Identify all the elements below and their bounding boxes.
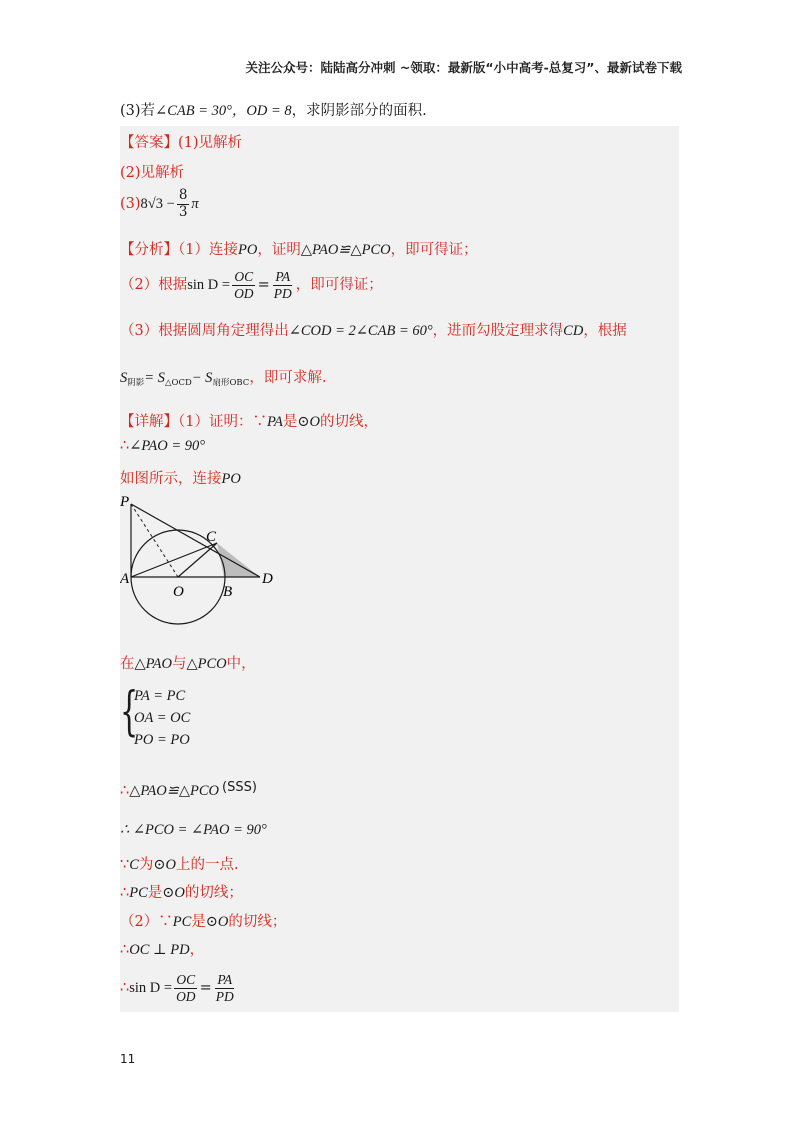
analysis-text: （2）根据 bbox=[120, 277, 188, 294]
analysis-line-3 bbox=[120, 319, 627, 340]
detail-math: C bbox=[129, 857, 139, 873]
analysis-line-4 bbox=[120, 366, 326, 388]
detail-fraction-2 bbox=[214, 972, 236, 1004]
detail-line-1 bbox=[120, 410, 378, 431]
analysis-text: ，即可得证； bbox=[390, 242, 478, 258]
detail-line-11 bbox=[120, 972, 238, 1004]
analysis-text: ，进而勾股定理求得 bbox=[432, 323, 564, 339]
analysis-text: （1）连接 bbox=[178, 242, 238, 258]
detail-fraction-1 bbox=[174, 972, 198, 1004]
point-label-o: O bbox=[173, 584, 184, 600]
detail-math: ⊙O bbox=[153, 857, 177, 873]
detail-text: 的切线， bbox=[319, 414, 378, 430]
fraction-numerator: PA bbox=[275, 269, 291, 284]
detail-text: 的切线； bbox=[228, 914, 287, 930]
detail-math: ⊙O bbox=[297, 414, 320, 430]
therefore-symbol: ∴ bbox=[120, 783, 130, 799]
detail-line-9 bbox=[120, 910, 286, 931]
answer-part1: (1)见解析 bbox=[178, 135, 243, 151]
detail-math: ∴ ∠PCO = ∠PAO = 90° bbox=[120, 822, 267, 838]
detail-label: 【详解】 bbox=[120, 414, 178, 430]
analysis-text: ，证明 bbox=[257, 242, 301, 258]
point-label-p: P bbox=[120, 494, 130, 510]
detail-text: 为 bbox=[138, 857, 154, 873]
question-prefix: (3)若 bbox=[120, 103, 156, 119]
analysis-math: CD bbox=[563, 323, 584, 339]
answer-part3-fraction bbox=[177, 188, 190, 220]
analysis-subscript: △OCD bbox=[164, 378, 192, 388]
answer-line-2 bbox=[120, 161, 184, 182]
analysis-text: ，根据 bbox=[583, 323, 627, 339]
detail-math: PA bbox=[266, 414, 283, 430]
segment-po-dashed bbox=[131, 504, 178, 577]
detail-text: 是 bbox=[147, 885, 163, 901]
detail-text: 在 bbox=[120, 656, 135, 672]
point-label-d: D bbox=[262, 571, 273, 587]
fraction-numerator: OC bbox=[176, 972, 196, 987]
analysis-math: sin D = bbox=[187, 277, 231, 294]
question-suffix: ，求阴影部分的面积. bbox=[291, 103, 427, 119]
question-math: ∠CAB = 30°，OD = 8 bbox=[155, 103, 292, 119]
detail-text: （2）∵ bbox=[120, 914, 173, 930]
point-label-c: C bbox=[206, 529, 217, 545]
detail-line-3 bbox=[120, 467, 241, 488]
detail-math: PC bbox=[129, 885, 148, 901]
system-row: OA = OC bbox=[134, 710, 191, 726]
because-symbol: ∵ bbox=[120, 857, 130, 873]
detail-text: 中， bbox=[226, 656, 256, 672]
point-label-a: A bbox=[120, 571, 130, 587]
system-row: PO = PO bbox=[134, 732, 190, 748]
analysis-text: ，即可求解. bbox=[249, 370, 327, 386]
analysis-math: = bbox=[257, 277, 270, 294]
detail-math: PO bbox=[221, 471, 241, 487]
answer-line-3 bbox=[120, 188, 199, 220]
analysis-math: − S bbox=[191, 370, 213, 386]
detail-math: OC ⊥ PD bbox=[129, 942, 190, 958]
segment-pd bbox=[131, 504, 260, 577]
detail-text: 与 bbox=[171, 656, 187, 672]
segment-ac bbox=[131, 543, 217, 577]
analysis-line-2 bbox=[120, 269, 383, 301]
fraction-denominator: PD bbox=[215, 988, 234, 1004]
detail-text: ， bbox=[189, 942, 205, 958]
detail-math: △PAO≌△PCO bbox=[129, 783, 220, 799]
fraction-denominator: OD bbox=[234, 285, 254, 301]
therefore-symbol: ∴ bbox=[120, 980, 130, 997]
analysis-text: （3）根据圆周角定理得出 bbox=[120, 323, 289, 339]
detail-math: PC bbox=[172, 914, 192, 930]
fraction-numerator: PA bbox=[217, 972, 233, 987]
analysis-text: ，即可得证； bbox=[295, 277, 383, 294]
detail-line-2 bbox=[120, 438, 205, 455]
detail-math: △PCO bbox=[186, 656, 227, 672]
detail-math: △PAO bbox=[134, 656, 172, 672]
detail-text: 是 bbox=[282, 414, 298, 430]
detail-line-5 bbox=[120, 780, 257, 800]
detail-math: ⊙O bbox=[205, 914, 229, 930]
detail-text: 上的一点. bbox=[176, 857, 239, 873]
therefore-symbol: ∴ bbox=[120, 885, 130, 901]
analysis-line-1 bbox=[120, 238, 478, 259]
congruence-reason: (SSS) bbox=[222, 780, 257, 795]
analysis-fraction-2 bbox=[272, 269, 294, 301]
detail-line-6 bbox=[120, 822, 267, 839]
segment-oc bbox=[178, 543, 217, 577]
answer-part3-prefix: (3) bbox=[120, 196, 141, 213]
answer-part3-a: 8√3 − bbox=[140, 196, 175, 213]
detail-line-7 bbox=[120, 853, 239, 874]
fraction-denominator: OD bbox=[176, 988, 196, 1004]
analysis-math: PO bbox=[237, 242, 258, 258]
fraction-denominator: PD bbox=[273, 285, 292, 301]
answer-label: 【答案】 bbox=[120, 135, 178, 151]
shaded-region bbox=[217, 543, 260, 577]
fraction-numerator: OC bbox=[234, 269, 254, 284]
detail-math: ⊙O bbox=[162, 885, 185, 901]
detail-math: ∠PAO = 90° bbox=[129, 438, 206, 454]
detail-text: 是 bbox=[191, 914, 206, 930]
brace-symbol: { bbox=[120, 682, 139, 742]
analysis-math: △PAO≌△PCO bbox=[300, 242, 391, 258]
system-row: PA = PC bbox=[134, 688, 186, 704]
answer-block bbox=[120, 126, 679, 1012]
question-part3 bbox=[120, 99, 427, 120]
detail-text: 如图所示，连接 bbox=[120, 471, 222, 487]
therefore-symbol: ∴ bbox=[120, 942, 130, 958]
fraction-denominator: 3 bbox=[178, 203, 188, 220]
header-note: 关注公众号：陆陆高分冲刺 ~领取：最新版“小中高考-总复习”、最新试卷下载 bbox=[245, 60, 682, 75]
analysis-fraction-1 bbox=[232, 269, 256, 301]
answer-line-1 bbox=[120, 131, 242, 152]
answer-part2: (2)见解析 bbox=[120, 165, 185, 181]
analysis-label: 【分析】 bbox=[120, 242, 178, 258]
geometry-figure bbox=[120, 492, 290, 642]
detail-line-8 bbox=[120, 881, 243, 902]
page-number: 11 bbox=[120, 1052, 136, 1066]
detail-line-10 bbox=[120, 938, 204, 959]
detail-text: 的切线； bbox=[184, 885, 243, 901]
analysis-math: = S bbox=[144, 370, 165, 386]
fraction-numerator: 8 bbox=[178, 187, 188, 203]
answer-part3-pi: π bbox=[191, 196, 199, 213]
detail-line-4 bbox=[120, 652, 256, 673]
analysis-subscript: 扇形OBC bbox=[212, 378, 250, 388]
analysis-math: ∠COD = 2∠CAB = 60° bbox=[288, 323, 433, 339]
point-label-b: B bbox=[223, 584, 233, 600]
analysis-math: S bbox=[120, 370, 128, 386]
analysis-subscript: 阴影 bbox=[127, 378, 145, 388]
detail-math: = bbox=[199, 980, 212, 997]
detail-text: （1）证明：∵ bbox=[178, 414, 267, 430]
detail-math: sin D = bbox=[129, 980, 173, 997]
therefore-symbol: ∴ bbox=[120, 438, 130, 454]
